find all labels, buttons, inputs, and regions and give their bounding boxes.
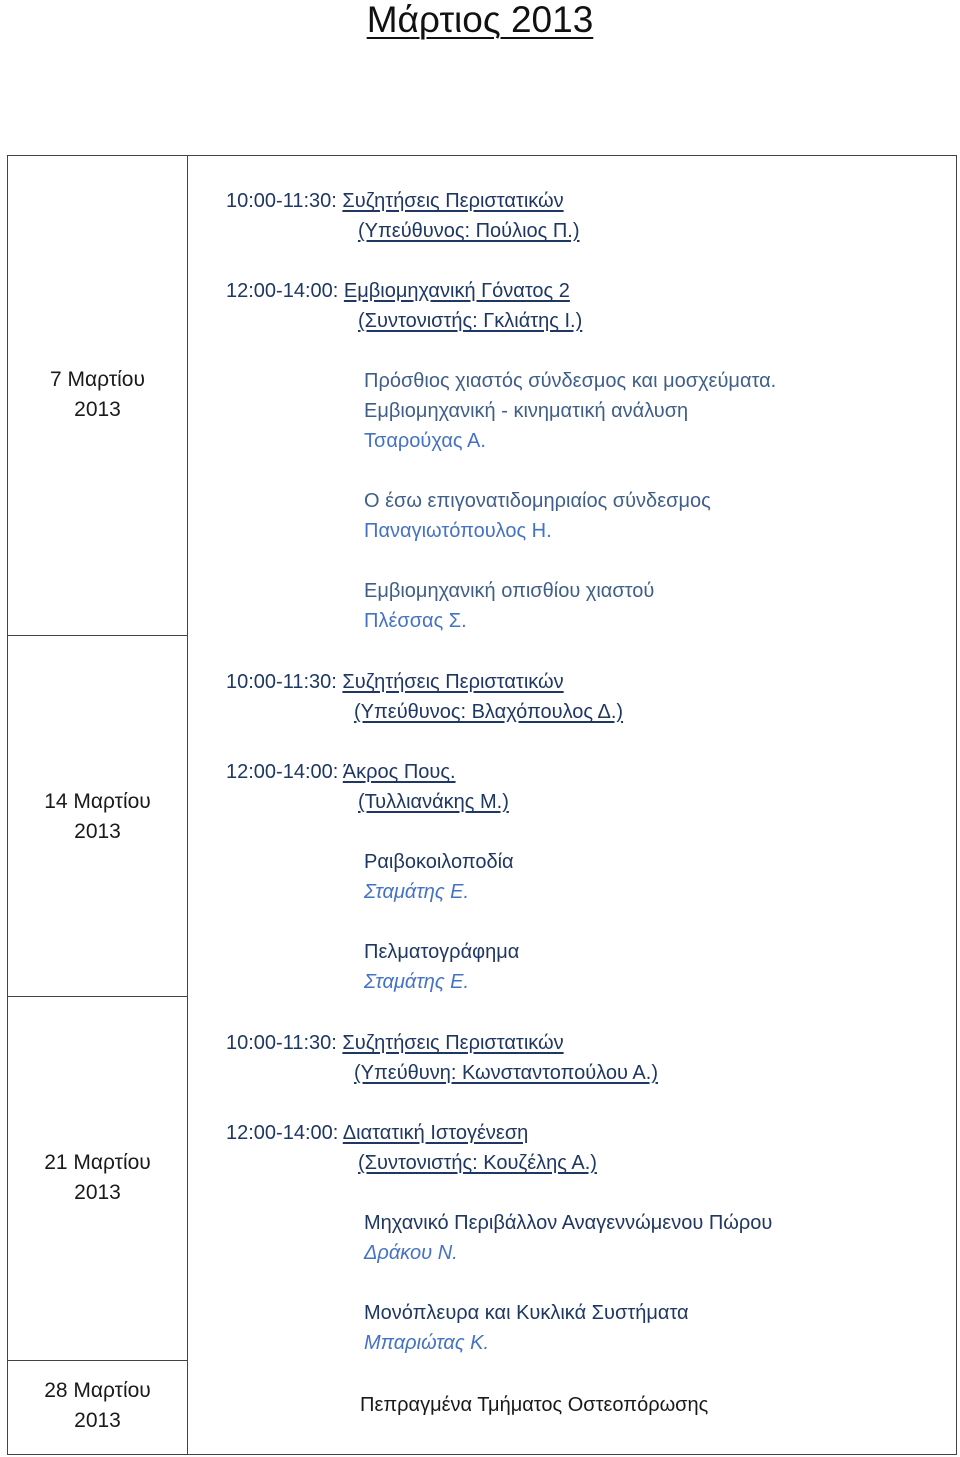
lecture-title: Εμβιομηχανική οπισθίου χιαστού: [364, 580, 655, 602]
date-year: 2013: [74, 1181, 121, 1204]
event-title: Πεπραγμένα Τμήματος Οστεοπόρωσης: [360, 1394, 709, 1416]
date-year: 2013: [74, 398, 121, 421]
table-border-right: [956, 155, 957, 1455]
lecture-title: Πελματογράφημα: [364, 941, 520, 963]
page-title: Μάρτιος 2013: [366, 0, 594, 40]
lecture-speaker: Μπαριώτας Κ.: [364, 1332, 489, 1354]
slot-time: 12:00-14:00:: [226, 1122, 339, 1144]
row-divider-1: [7, 635, 188, 636]
lecture-title: Μηχανικό Περιβάλλον Αναγεννώμενου Πώρου: [364, 1212, 773, 1234]
date-cell-week-1: [7, 365, 188, 425]
slot-1-week-2: [226, 667, 564, 697]
slot-coordinator: (Τυλλιανάκης Μ.): [358, 791, 509, 813]
slot-topic: Άκρος Πους.: [342, 761, 456, 783]
slot-topic: Συζητήσεις Περιστατικών: [342, 190, 564, 212]
date-day: 14 Μαρτίου: [44, 790, 151, 813]
date-year: 2013: [74, 1409, 121, 1432]
slot-1-week-3: [226, 1028, 564, 1058]
date-cell-week-2: [7, 787, 188, 847]
lecture-title: Ραιβοκοιλοποδία: [364, 851, 514, 873]
slot-time: 12:00-14:00:: [226, 761, 339, 783]
lecture-speaker: Σταμάτης Ε.: [364, 971, 470, 993]
slot-time: 12:00-14:00:: [226, 280, 339, 302]
slot-2-week-1: [226, 276, 570, 306]
lecture-title: Μονόπλευρα και Κυκλικά Συστήματα: [364, 1302, 689, 1324]
slot-2-week-2: [226, 757, 456, 787]
slot-responsible: (Υπεύθυνη: Κωνσταντοπούλου Α.): [354, 1062, 658, 1084]
date-cell-week-3: [7, 1148, 188, 1208]
lecture-speaker: Τσαρούχας Α.: [364, 430, 486, 452]
slot-coordinator: (Συντονιστής: Γκλιάτης Ι.): [358, 310, 583, 332]
date-day: 7 Μαρτίου: [50, 368, 145, 391]
row-divider-3: [7, 1360, 188, 1361]
slot-responsible: (Υπεύθυνος: Βλαχόπουλος Δ.): [354, 701, 624, 723]
lecture-speaker: Παναγιωτόπουλος Η.: [364, 520, 552, 542]
slot-2-week-3: [226, 1118, 528, 1148]
slot-topic: Συζητήσεις Περιστατικών: [342, 1032, 564, 1054]
slot-time: 10:00-11:30:: [226, 190, 337, 212]
date-year: 2013: [74, 820, 121, 843]
date-day: 21 Μαρτίου: [44, 1151, 151, 1174]
slot-topic: Διατατική Ιστογένεση: [342, 1122, 529, 1144]
slot-topic: Συζητήσεις Περιστατικών: [342, 671, 564, 693]
lecture-title: Ο έσω επιγονατιδομηριαίος σύνδεσμος: [364, 490, 711, 512]
row-divider-2: [7, 996, 188, 997]
slot-time: 10:00-11:30:: [226, 1032, 337, 1054]
lecture-speaker: Δράκου Ν.: [364, 1242, 458, 1264]
table-border-top: [7, 155, 957, 156]
date-day: 28 Μαρτίου: [44, 1379, 151, 1402]
lecture-speaker: Πλέσσας Σ.: [364, 610, 467, 632]
lecture-speaker: Σταμάτης Ε.: [364, 881, 470, 903]
slot-topic: Εμβιομηχανική Γόνατος 2: [343, 280, 570, 302]
date-cell-week-4: [7, 1376, 188, 1436]
table-border-bottom: [7, 1454, 957, 1455]
slot-time: 10:00-11:30:: [226, 671, 337, 693]
slot-coordinator: (Συντονιστής: Κουζέλης Α.): [358, 1152, 597, 1174]
slot-1-week-1: [226, 186, 564, 216]
lecture-title: Πρόσθιος χιαστός σύνδεσμος και μοσχεύματα.: [364, 370, 777, 392]
lecture-title-line-2: Εμβιομηχανική - κινηματική ανάλυση: [364, 400, 689, 422]
slot-responsible: (Υπεύθυνος: Πούλιος Π.): [358, 220, 580, 242]
